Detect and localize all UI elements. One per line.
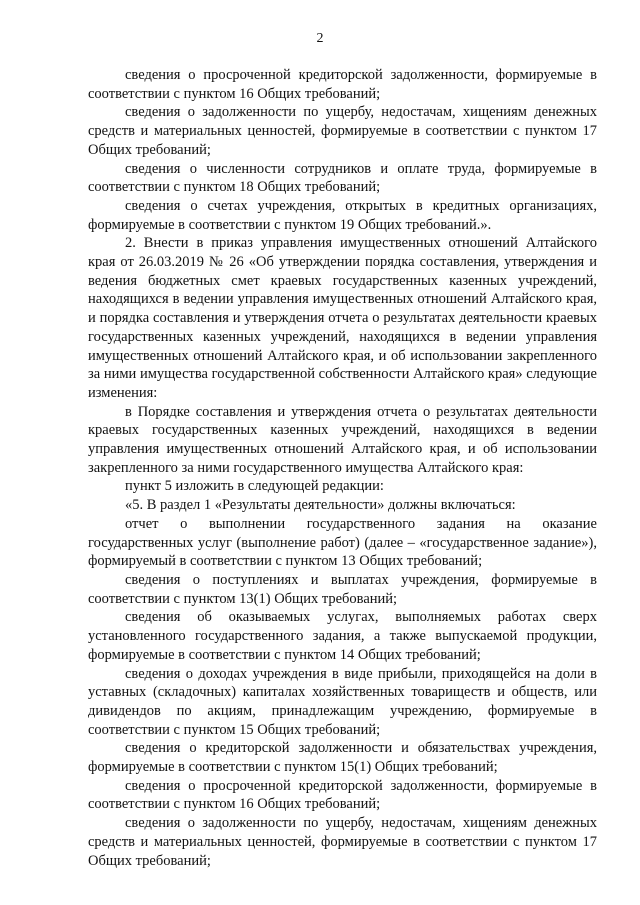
paragraph: сведения о счетах учреждения, открытых в кредитных организациях, формируемые в соответствии с пунктом 19 Общих требований.».: [88, 197, 597, 233]
paragraph: пункт 5 изложить в следующей редакции:: [125, 478, 384, 495]
paragraph: в Порядке составления и утверждения отчета о результатах деятельности краевых государственных казенных учреждений, находящихся в ведении управления имущественных отношений Алтайского края, и об использовании закрепленного за ними государственного имущества Алтайского края:: [88, 403, 597, 476]
paragraph: отчет о выполнении государственного задания на оказание государственных услуг (выполнение работ) (далее – «государственное задание»), формируемый в соответствии с пунктом 13 Общих требований;: [88, 515, 597, 570]
paragraph: 2. Внести в приказ управления имущественных отношений Алтайского края от 26.03.2019 № 26 «Об утверждении порядка составления, утверждения и ведения бюджетных смет краевых государственных казенных учреждений, находящихся в ведении управления имущественных отношений Алтайского края, и порядка составления и утверждения отчета о результатах деятельности краевых государственных казенных учреждений, находящихся в ведении управления имущественных отношений Алтайского края, и об использовании закрепленного за ними имущества государственной собственности Алтайского края» следующие изменения:: [88, 235, 597, 401]
paragraph: «5. В раздел 1 «Результаты деятельности» должны включаться:: [125, 497, 516, 514]
page-number: 2: [316, 31, 324, 46]
paragraph: сведения о задолженности по ущербу, недостачам, хищениям денежных средств и материальных ценностей, формируемые в соответствии с пунктом 17 Общих требований;: [88, 104, 597, 158]
paragraph: сведения о численности сотрудников и оплате труда, формируемые в соответствии с пунктом 18 Общих требований;: [88, 160, 597, 196]
paragraph: сведения о просроченной кредиторской задолженности, формируемые в соответствии с пунктом 16 Общих требований;: [88, 777, 597, 813]
paragraph: сведения о кредиторской задолженности и обязательствах учреждения, формируемые в соответствии с пунктом 15(1) Общих требований;: [88, 740, 597, 776]
document-body: [88, 66, 597, 870]
paragraph: сведения о поступлениях и выплатах учреждения, формируемые в соответствии с пунктом 13(1) Общих требований;: [88, 571, 597, 607]
paragraph: сведения о доходах учреждения в виде прибыли, приходящейся на доли в уставных (складочных) капиталах хозяйственных товариществ и обществ, или дивидендов по акциям, принадлежащим учреждению, формируемые в соответствии с пунктом 15 Общих требований;: [88, 665, 597, 738]
paragraph: сведения о задолженности по ущербу, недостачам, хищениям денежных средств и материальных ценностей, формируемые в соответствии с пунктом 17 Общих требований;: [88, 815, 597, 869]
paragraph: сведения об оказываемых услугах, выполняемых работах сверх установленного государственного задания, а также выпускаемой продукции, формируемые в соответствии с пунктом 14 Общих требований;: [88, 609, 597, 663]
paragraph: сведения о просроченной кредиторской задолженности, формируемые в соответствии с пунктом 16 Общих требований;: [88, 67, 597, 102]
